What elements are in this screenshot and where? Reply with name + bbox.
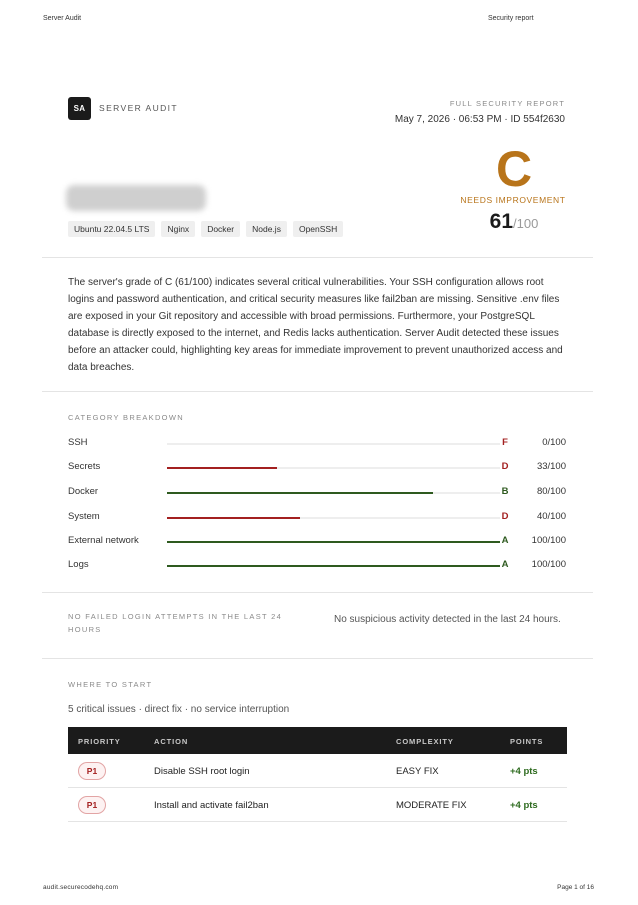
table-row	[68, 754, 567, 788]
column-action: ACTION	[154, 737, 189, 746]
category-score: 100/100	[531, 535, 566, 546]
category-name: System	[68, 511, 100, 522]
category-row-ssh	[68, 437, 566, 451]
grade-status: NEEDS IMPROVEMENT	[460, 195, 566, 205]
category-row-system	[68, 511, 566, 525]
category-grade: D	[501, 511, 509, 522]
report-kind: FULL SECURITY REPORT	[449, 99, 565, 108]
score-value: 61	[489, 210, 514, 233]
category-bar-fill	[167, 517, 300, 519]
category-bar-track	[167, 541, 500, 543]
priority-badge: P1	[78, 762, 106, 780]
category-grade: D	[501, 461, 509, 472]
points-text: +4 pts	[510, 766, 538, 777]
print-header-right: Security report	[488, 15, 534, 22]
tag-ssh: OpenSSH	[293, 221, 343, 237]
action-text: Install and activate fail2ban	[154, 800, 269, 811]
divider	[42, 391, 593, 392]
category-bar-track	[167, 492, 500, 494]
tag-os: Ubuntu 22.04.5 LTS	[68, 221, 155, 237]
category-name: Secrets	[68, 461, 101, 472]
category-breakdown-label: CATEGORY BREAKDOWN	[68, 413, 184, 422]
category-row-logs	[68, 559, 566, 573]
category-bar-fill	[167, 492, 433, 494]
report-meta: May 7, 2026 · 06:53 PM · ID 554f2630	[394, 114, 565, 125]
points-text: +4 pts	[510, 800, 538, 811]
category-score: 40/100	[536, 511, 566, 522]
category-score: 33/100	[536, 461, 566, 472]
category-bar-fill	[167, 467, 277, 469]
action-text: Disable SSH root login	[154, 766, 250, 777]
divider	[42, 592, 593, 593]
category-row-docker	[68, 486, 566, 500]
where-to-start-subtitle: 5 critical issues · direct fix · no service interruption	[68, 704, 290, 715]
complexity-text: MODERATE FIX	[396, 800, 467, 811]
category-score: 0/100	[542, 437, 566, 448]
where-to-start-label: WHERE TO START	[68, 680, 153, 689]
complexity-text: EASY FIX	[396, 766, 439, 777]
category-bar-track	[167, 467, 500, 469]
priority-table	[68, 727, 567, 822]
tag-web-server: Nginx	[161, 221, 195, 237]
priority-badge: P1	[78, 796, 106, 814]
tech-tags	[68, 221, 343, 237]
brand-name: SERVER AUDIT	[99, 103, 178, 113]
category-name: Docker	[68, 486, 99, 497]
summary-text: The server's grade of C (61/100) indicates several critical vulnerabilities. Your SSH configuration allows root logins and password authentication, and critical security measures like fail2ban are missing. Sensitive .env files are exposed in your Git repository and accessible with broad permissions. Furthermore, your PostgreSQL database is directly exposed to the internet, and Redis lacks authentication. Server Audit detected these issues before an attacker could, highlighting key areas for immediate improvement to prevent unauthorized access and data breaches.	[68, 277, 563, 373]
category-grade: A	[501, 559, 509, 570]
category-bar-track	[167, 517, 500, 519]
category-bar-fill	[167, 565, 500, 567]
category-row-external-network	[68, 535, 566, 549]
failed-login-label: NO FAILED LOGIN ATTEMPTS IN THE LAST 24 HOURS	[68, 612, 283, 634]
category-name: Logs	[68, 559, 89, 570]
category-row-secrets	[68, 461, 566, 475]
category-name: SSH	[68, 437, 88, 448]
tag-runtime: Node.js	[246, 221, 287, 237]
category-bar-fill	[167, 541, 500, 543]
category-bar-track	[167, 565, 500, 567]
column-points: POINTS	[510, 737, 544, 746]
category-score: 80/100	[536, 486, 566, 497]
divider	[42, 257, 593, 258]
table-header	[68, 727, 567, 754]
category-bar-track	[167, 443, 500, 445]
print-footer-right: Page 1 of 16	[557, 884, 594, 891]
table-row	[68, 788, 567, 822]
category-grade: B	[501, 486, 509, 497]
brand-logo: SA	[68, 97, 91, 120]
print-header-left: Server Audit	[43, 15, 82, 22]
print-footer-left: audit.securecodehq.com	[43, 884, 119, 891]
category-grade: F	[502, 437, 508, 448]
category-score: 100/100	[531, 559, 566, 570]
grade-letter: C	[495, 141, 533, 197]
hostname-redacted	[66, 185, 206, 211]
tag-container: Docker	[201, 221, 240, 237]
divider	[42, 658, 593, 659]
category-name: External network	[68, 535, 139, 546]
column-complexity: COMPLEXITY	[396, 737, 454, 746]
score-max: /100	[513, 216, 539, 231]
category-grade: A	[501, 535, 509, 546]
score	[470, 210, 558, 234]
column-priority: PRIORITY	[78, 737, 121, 746]
activity-text: No suspicious activity detected in the last 24 hours.	[334, 614, 561, 625]
